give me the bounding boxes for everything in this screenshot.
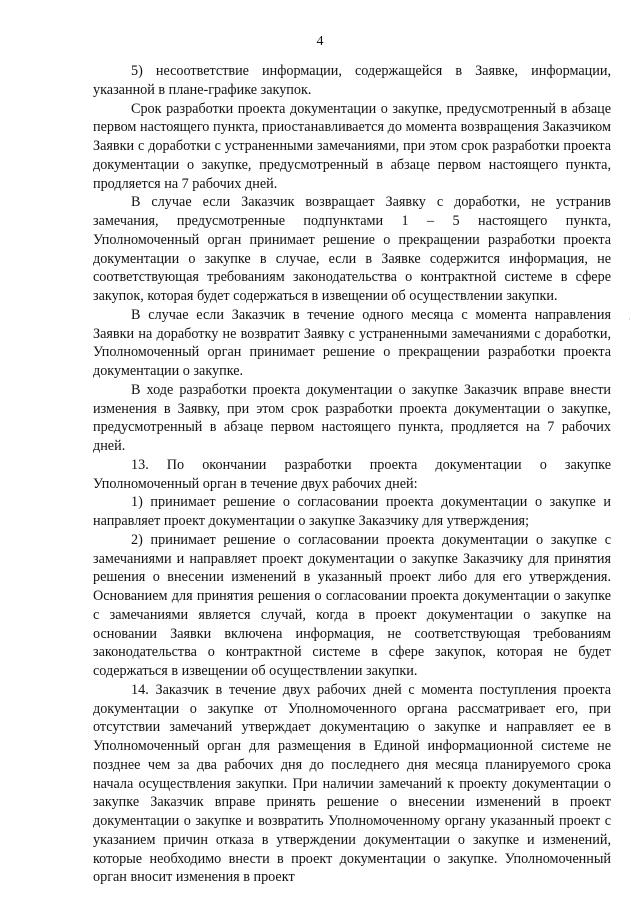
document-body	[93, 62, 611, 887]
paragraph-one-month-return: В случае если Заказчик в течение одного месяца с момента направления Заявки на доработку не возвратит Заявку с устраненными замечаниями с доработки, Уполномоченный орган принимает решение о прекращении разработки проекта документации о закупке.	[93, 306, 611, 379]
paragraph-clause-13-item-2: 2) принимает решение о согласовании проекта документации о закупке с замечаниями и направляет проект документации о закупке Заказчику для принятия решения о внесении изменений в указанный проект либо для его утверждения. Основанием для принятия решения о согласовании проекта документации о закупке с замечаниями является случай, когда в проект документации о закупке на основании Заявки включена информация, не соответствующая требованиям законодательства о контрактной системе в сфере закупок, которая не будет содержаться в извещении об осуществлении закупки.	[93, 531, 611, 679]
scan-artifact-mark: ˙	[628, 317, 631, 327]
paragraph-unresolved-remarks: В случае если Заказчик возвращает Заявку с доработки, не устранив замечания, предусмотренные подпунктами 1 – 5 настоящего пункта, Уполномоченный орган принимает решение о прекращении разработки проекта документации о закупке в случае, если в Заявке содержится информация, не соответствующая требованиям законодательства о контрактной системе в сфере закупок, которая будет содержаться в извещении об осуществлении закупки.	[93, 194, 611, 304]
paragraph-clause-13-item-1: 1) принимает решение о согласовании проекта документации о закупке и направляет проект документации о закупке Заказчику для утверждения;	[93, 494, 611, 529]
paragraph-clause-13: 13. По окончании разработки проекта документации о закупке Уполномоченный орган в течение двух рабочих дней:	[93, 456, 611, 492]
paragraph-application-changes: В ходе разработки проекта документации о закупке Заказчик вправе внести изменения в Заявку, при этом срок разработки проекта документации о закупке, предусмотренный в абзаце первом настоящего пункта, продляется на 7 рабочих дней.	[93, 381, 611, 454]
paragraph-item-5: 5) несоответствие информации, содержащейся в Заявке, информации, указанной в плане-графике закупок.	[93, 63, 611, 98]
page-number: 4	[316, 34, 324, 49]
paragraph-development-term-suspension: Срок разработки проекта документации о закупке, предусмотренный в абзаце первом настоящего пункта, приостанавливается до момента возвращения Заказчиком Заявки с доработки с устраненными замечаниями, при этом срок разработки проекта документации о закупке, предусмотренный в абзаце первом настоящего пункта, продляется на 7 рабочих дней.	[93, 100, 611, 192]
paragraph-clause-14: 14. Заказчик в течение двух рабочих дней с момента поступления проекта документации о закупке от Уполномоченного органа рассматривает его, при отсутствии замечаний утверждает документацию о закупке и направляет ее в Уполномоченный орган для размещения в Единой информационной системе не позднее чем за два рабочих дня до последнего дня месяца планируемого срока начала осуществления закупки. При наличии замечаний к проекту документации о закупке Заказчик вправе принять решение о внесении изменений в проект документации о закупке и возвратить Уполномоченному органу указанный проект с указанием причин отказа в утверждении документации о закупке и изменений, которые необходимо внести в проект документации о закупке. Уполномоченный орган вносит изменения в проект	[93, 681, 611, 886]
